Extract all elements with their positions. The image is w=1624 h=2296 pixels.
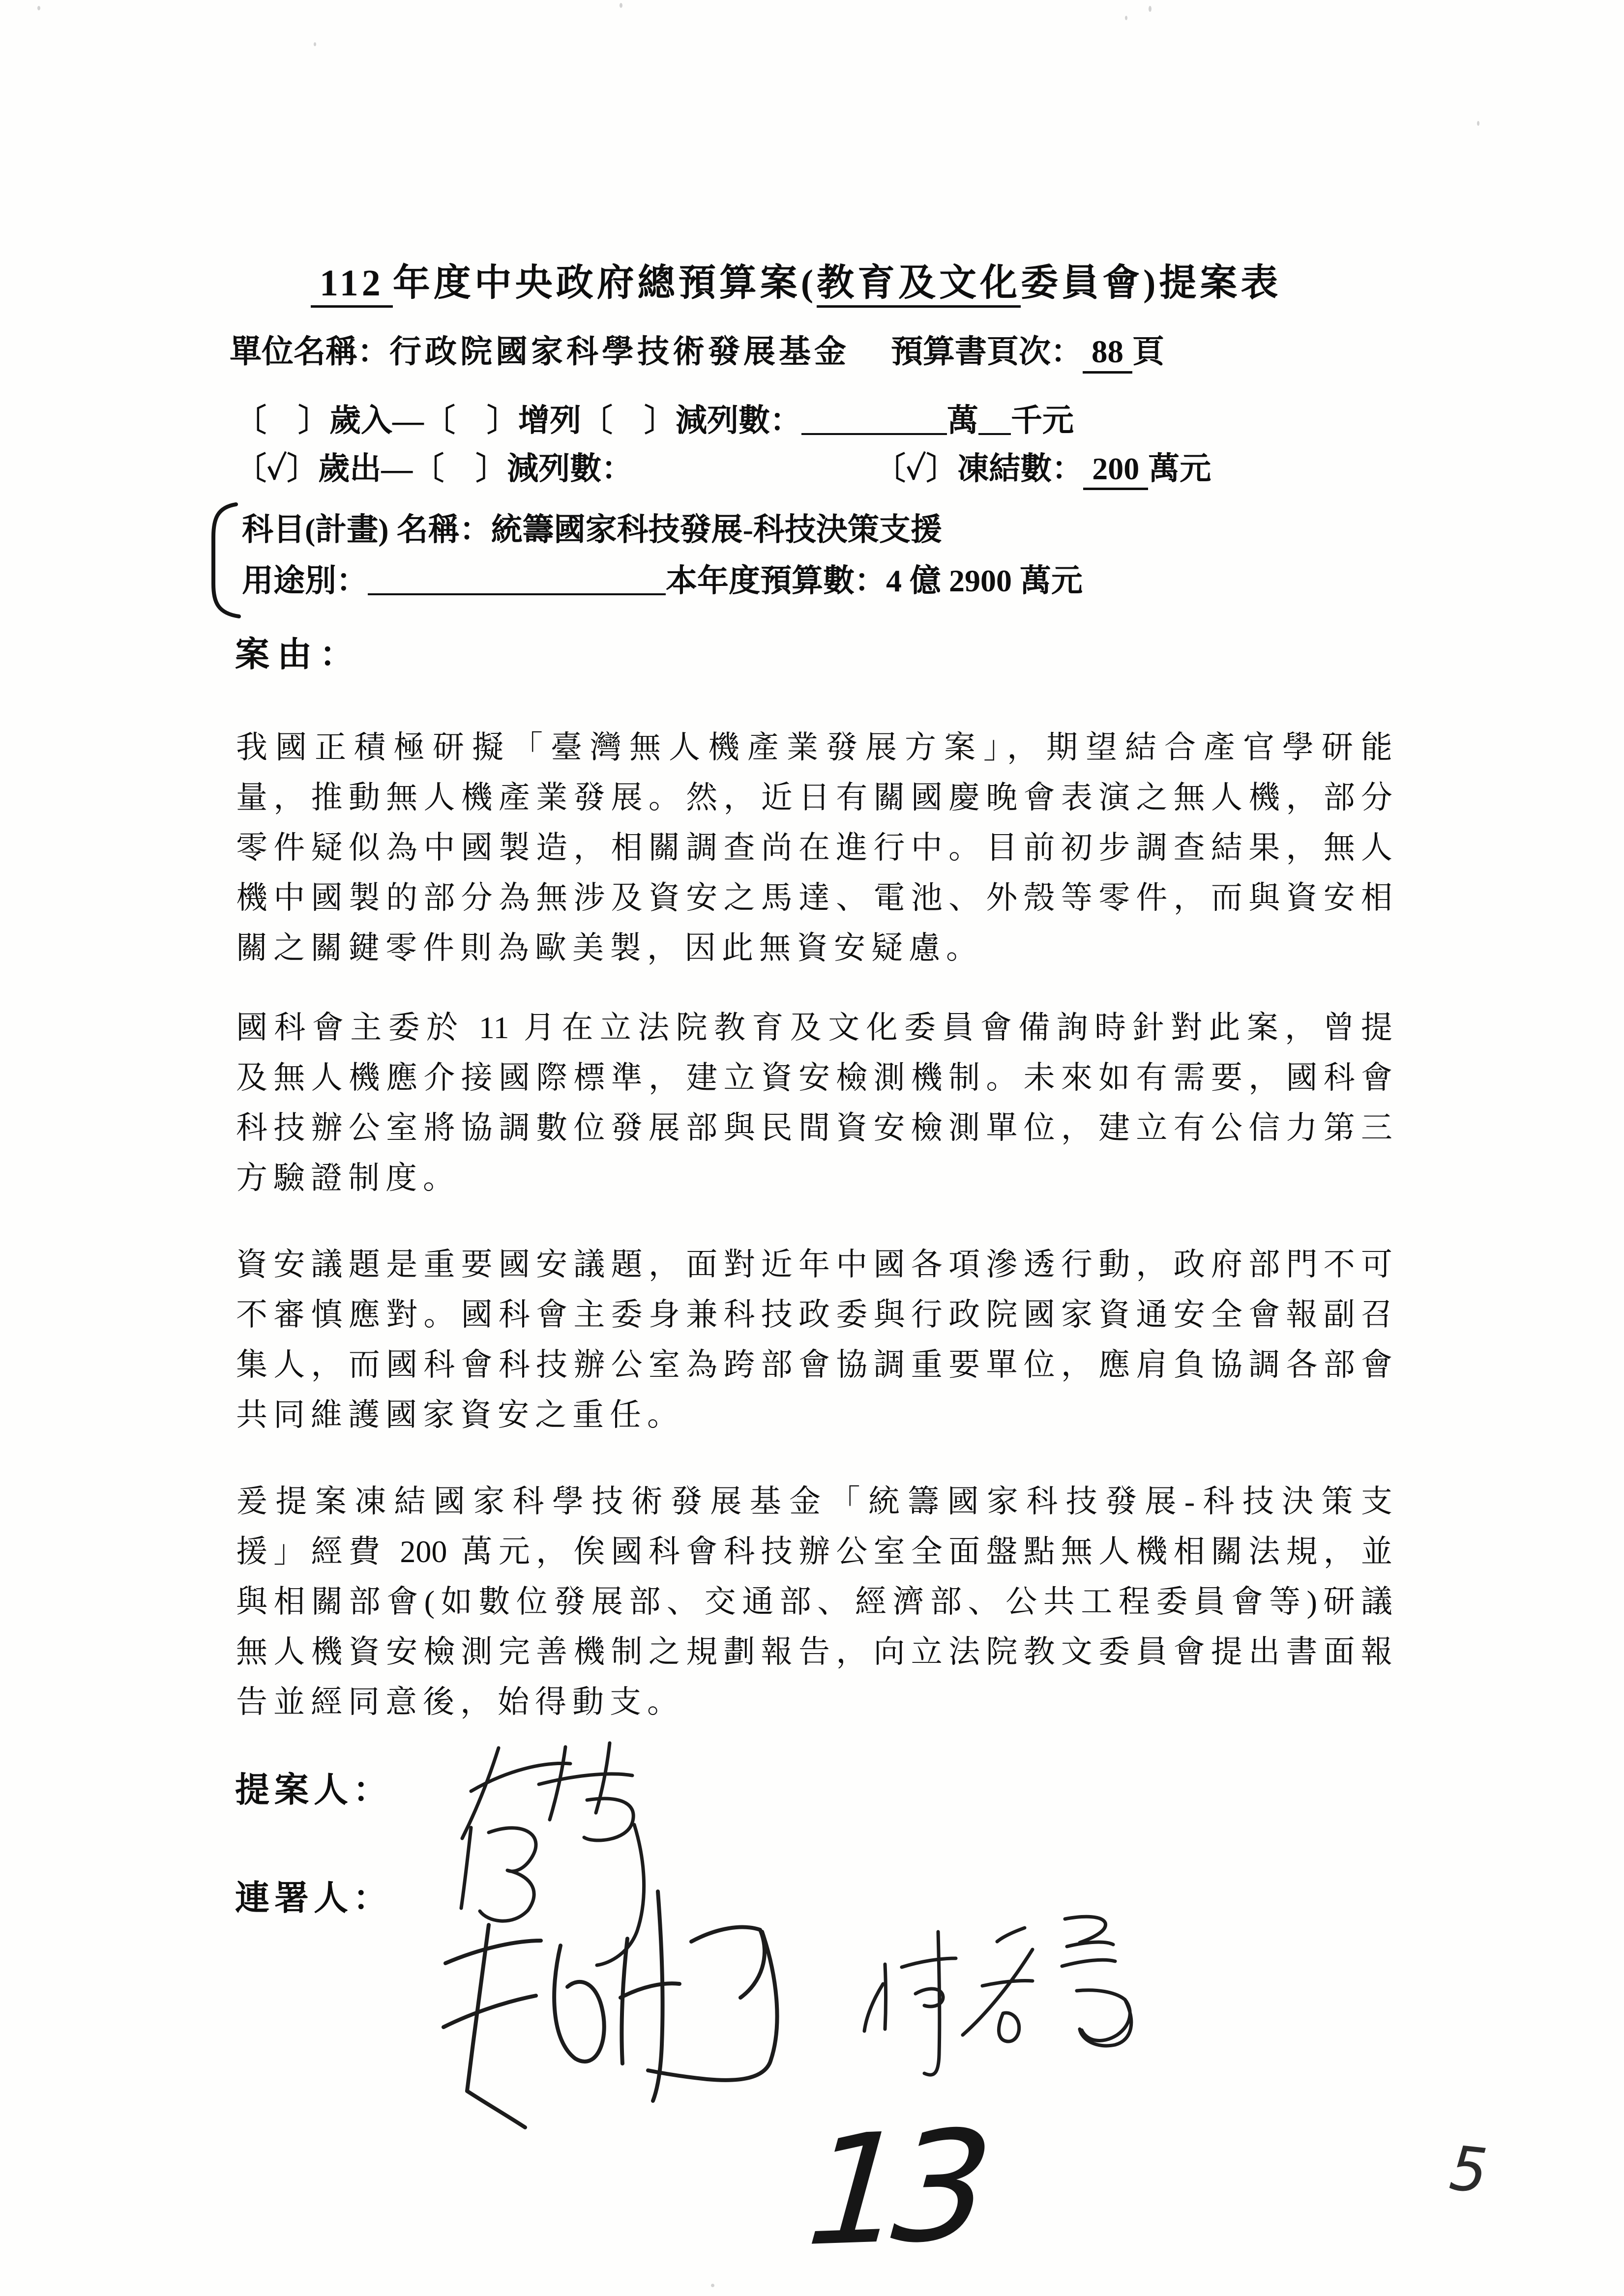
scan-artifact (1149, 6, 1152, 12)
paragraph-line: 關之關鍵零件則為歐美製，因此無資安疑慮。 (236, 930, 983, 965)
budget-page-label: 預算書頁次： (891, 334, 1083, 370)
scan-artifact (314, 42, 316, 46)
unit-wan: 萬 (947, 403, 978, 438)
cosigner-label: 連署人： (235, 1880, 392, 1918)
paragraph-line: 國科會主委於 11 月在立法院教育及文化委員會備詢時針對此案，曾提 (236, 1010, 1392, 1045)
unit-name-line (230, 333, 1164, 371)
paragraph-2 (236, 1003, 1392, 1203)
paragraph-line: 共同維護國家資安之重任。 (236, 1397, 684, 1432)
subject-label: 科目(計畫) 名稱： (242, 512, 491, 547)
paragraph-line: 方驗證制度。 (236, 1161, 460, 1195)
paragraph-4 (236, 1477, 1392, 1727)
paragraph-line: 與相關部會(如數位發展部、交通部、經濟部、公共工程委員會等)研議 (236, 1584, 1392, 1619)
revenue-label: 歲入 (329, 403, 392, 438)
paragraph-line: 無人機資安檢測完善機制之規劃報告，向立法院教文委員會提出書面報 (236, 1634, 1392, 1669)
checkbox-empty: 〔 〕 (413, 451, 507, 486)
unit-name-label: 單位名稱： (230, 334, 390, 370)
decrease-amount-label: 減列數： (676, 403, 801, 438)
paragraph-line: 援」經費 200 萬元，俟國科會科技辦公室全面盤點無人機相關法規，並 (236, 1534, 1392, 1569)
paragraph-line: 機中國製的部分為無涉及資安之馬達、電池、外殼等零件，而與資安相 (236, 880, 1392, 915)
unit-name-value: 行政院國家科學技術發展基金 (389, 334, 850, 370)
checkbox-checked: 〔✓〕 (874, 451, 958, 486)
paragraph-line: 集人，而國科會科技辦公室為跨部會協調重要單位，應肩負協調各部會 (236, 1347, 1392, 1382)
blank-usage-field (368, 568, 666, 595)
checkbox-empty: 〔 〕 (424, 403, 518, 438)
scan-artifact (1125, 16, 1127, 20)
paragraph-line: 零件疑似為中國製造，相關調查尚在進行中。目前初步調查結果，無人 (236, 830, 1392, 865)
checkbox-empty: 〔 〕 (235, 403, 329, 438)
budget-page-value: 88 (1083, 334, 1132, 374)
annual-budget-label: 本年度預算數： (666, 563, 886, 598)
paragraph-line: 爰提案凍結國家科學技術發展基金「統籌國家科技發展-科技決策支 (236, 1484, 1392, 1519)
increase-label: 增列 (518, 403, 581, 438)
expenditure-row-left (235, 450, 633, 488)
title-committee: 教育及文化 (817, 262, 1021, 308)
scan-artifact (711, 2284, 714, 2287)
blank-amount-field (801, 407, 947, 435)
proposer-label: 提案人： (235, 1772, 392, 1809)
usage-label: 用途別： (242, 563, 368, 598)
form-title (311, 262, 1281, 306)
dash: — (392, 403, 424, 438)
scan-artifact (1477, 121, 1479, 126)
unit-qian: 千元 (1011, 403, 1074, 438)
paragraph-line: 及無人機應介接國際標準，建立資安檢測機制。未來如有需要，國科會 (236, 1060, 1392, 1095)
paragraph-line: 我國正積極研擬「臺灣無人機產業發展方案」，期望結合產官學研能 (236, 730, 1392, 765)
proposer-signature (461, 1743, 644, 1965)
scan-artifact (37, 6, 40, 10)
cosigner-signature-2 (864, 1917, 1131, 2075)
expenditure-label: 歲出 (318, 451, 382, 486)
title-tail: 委員會)提案表 (1021, 262, 1282, 304)
revenue-row (235, 402, 1074, 439)
blank-amount-field-small (978, 407, 1011, 435)
usage-line (242, 562, 1083, 600)
case-heading: 案由： (235, 636, 362, 674)
freeze-amount-value: 200 (1083, 451, 1148, 490)
cosigner-signature-1 (443, 1891, 777, 2127)
subject-value: 統籌國家科技發展-科技決策支援 (491, 512, 942, 547)
paragraph-line: 不審慎應對。國科會主委身兼科技政委與行政院國家資通安全會報副召 (236, 1297, 1392, 1332)
paragraph-3 (236, 1240, 1392, 1440)
dash: — (381, 451, 413, 486)
decrease-amount-label: 減列數： (507, 451, 633, 486)
paragraph-line: 告並經同意後，始得動支。 (236, 1685, 684, 1719)
handwritten-corner-mark: 5 (1440, 2133, 1498, 2207)
paragraph-line: 量，推動無人機產業發展。然，近日有關國慶晚會表演之無人機，部分 (236, 780, 1392, 815)
paragraph-line: 科技辦公室將協調數位發展部與民間資安檢測單位，建立有公信力第三 (236, 1110, 1392, 1145)
handwritten-page-number: 13 (783, 2097, 1001, 2281)
expenditure-row-right (874, 450, 1211, 488)
scan-artifact (620, 3, 622, 8)
checkbox-checked: 〔✓〕 (235, 451, 319, 486)
budget-page-unit: 頁 (1132, 334, 1165, 370)
checkbox-empty: 〔 〕 (581, 403, 676, 438)
annual-budget-value: 4 億 2900 萬元 (886, 563, 1083, 598)
subject-group-bracket (213, 504, 239, 616)
paragraph-line: 資安議題是重要國安議題，面對近年中國各項滲透行動，政府部門不可 (236, 1247, 1392, 1282)
title-mid: 年度中央政府總預算案( (392, 262, 817, 304)
freeze-amount-label: 凍結數： (957, 451, 1084, 486)
paragraph-1 (236, 723, 1392, 973)
title-year: 112 (311, 262, 393, 308)
freeze-amount-unit: 萬元 (1148, 451, 1211, 486)
subject-line (242, 511, 942, 549)
